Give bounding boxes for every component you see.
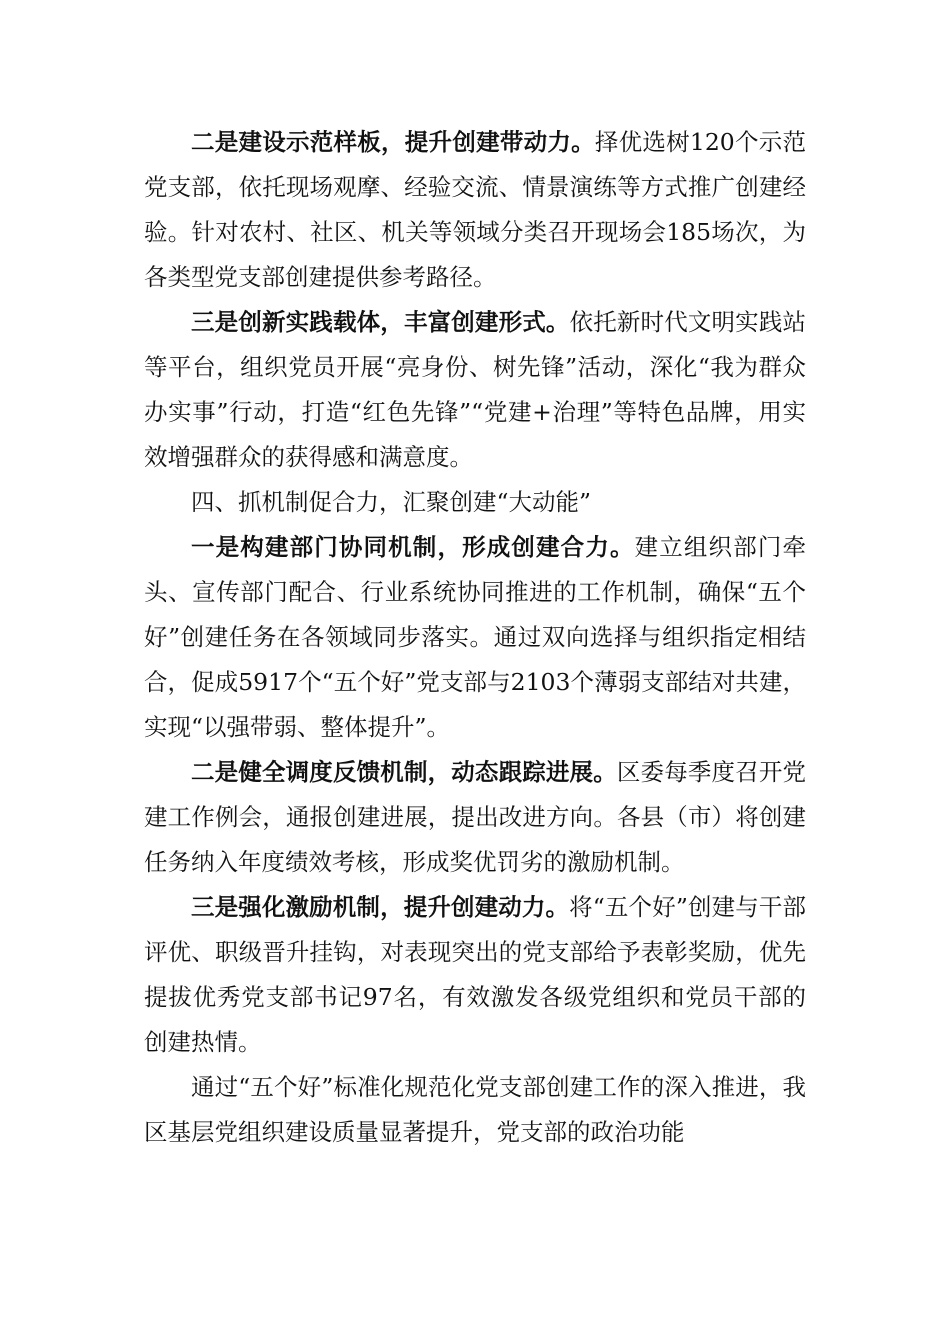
paragraph-feedback [144,750,806,885]
document-page [144,120,806,1155]
paragraph-body: 将“五个好”创建与干部评优、职级晋升挂钩，对表现突出的党支部给予表彰奖励，优先提拔优秀党支部书记97名，有效激发各级党组织和党员干部的创建热情。 [144,893,807,1056]
paragraph-lead: 三是创新实践载体，丰富创建形式。 [191,308,570,336]
paragraph-body: 依托新时代文明实践站等平台，组织党员开展“亮身份、树先锋”活动，深化“我为群众办实事”行动，打造“红色先锋”“党建+治理”等特色品牌，用实效增强群众的获得感和满意度。 [144,308,807,471]
paragraph-lead: 三是强化激励机制，提升创建动力。 [191,893,570,921]
paragraph-lead: 二是建设示范样板，提升创建带动力。 [191,128,595,156]
paragraph-innovation [144,300,806,480]
paragraph-closing: 通过“五个好”标准化规范化党支部创建工作的深入推进，我区基层党组织建设质量显著提升，党支部的政治功能 [144,1073,806,1146]
paragraph-lead: 一是构建部门协同机制，形成创建合力。 [191,533,635,561]
paragraph-incentive [144,885,806,1065]
paragraph-lead: 二是健全调度反馈机制，动态跟踪进展。 [191,758,617,786]
paragraph-body: 择优选树120个示范党支部，依托现场观摩、经验交流、情景演练等方式推广创建经验。针对农村、社区、机关等领域分类召开现场会185场次，为各类型党支部创建提供参考路径。 [144,128,807,291]
paragraph-demonstration [144,120,806,300]
paragraph-coordination [144,525,806,750]
paragraph-body: 建立组织部门牵头、宣传部门配合、行业系统协同推进的工作机制，确保“五个好”创建任务在各领域同步落实。通过双向选择与组织指定相结合，促成5917个“五个好”党支部与2103个薄弱支部结对共建，实现“以强带弱、整体提升”。 [144,533,806,741]
paragraph-body: 区委每季度召开党建工作例会，通报创建进展，提出改进方向。各县（市）将创建任务纳入年度绩效考核，形成奖优罚劣的激励机制。 [144,758,807,876]
section-heading: 四、抓机制促合力，汇聚创建“大动能” [191,488,592,516]
